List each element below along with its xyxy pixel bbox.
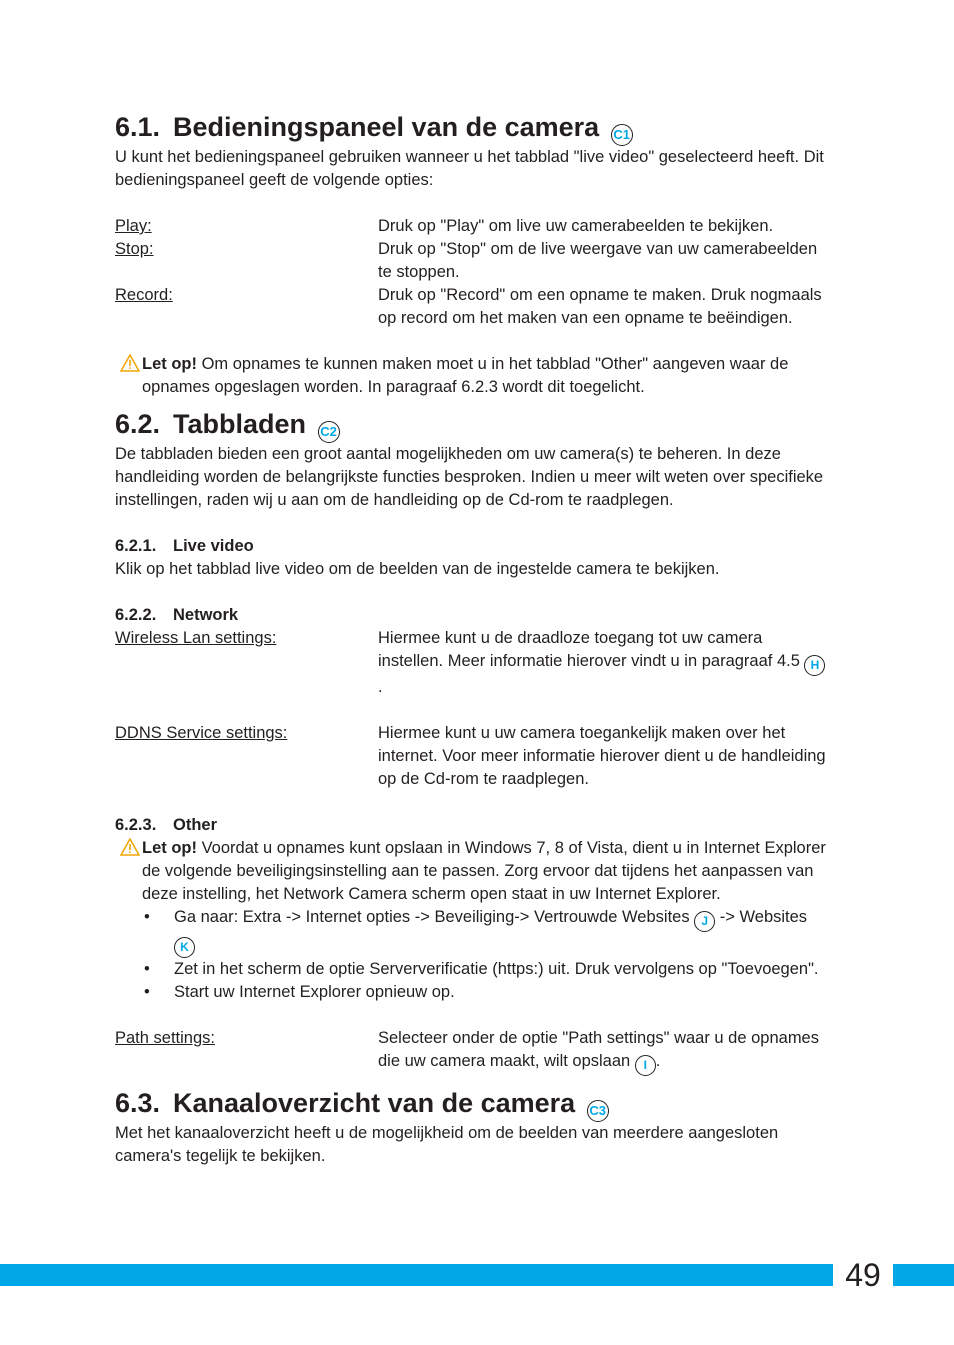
definition-row-record <box>115 284 827 330</box>
section-number: 6.2. <box>115 409 161 439</box>
note-label: Let op! <box>142 355 197 373</box>
note-label: Let op! <box>142 839 197 857</box>
section-title: Tabbladen <box>173 409 307 439</box>
definition-desc-text: Selecteer onder de optie "Path settings" waar u de opnames die uw camera maakt, wilt opslaan <box>378 1029 819 1070</box>
warning-triangle-icon <box>120 838 140 863</box>
definition-term: Record: <box>115 286 173 304</box>
section-intro: Met het kanaaloverzicht heeft u de mogelijkheid om de beelden van meerdere aangesloten camera's tegelijk te bekijken. <box>115 1124 779 1165</box>
section-heading-6-3 <box>115 1086 827 1122</box>
instruction-list <box>142 906 827 1004</box>
list-item: • Start uw Internet Explorer opnieuw op. <box>142 981 827 1004</box>
callout-badge-c1: C1 <box>611 124 633 146</box>
subsection-text: Klik op het tabblad live video om de beelden van de ingestelde camera te bekijken. <box>115 560 720 578</box>
definition-desc: Druk op "Record" om een opname te maken. Druk nogmaals op record om het maken van een opname te beëindigen. <box>378 286 822 327</box>
subsection-number: 6.2.2. <box>115 606 157 624</box>
list-item-text: Ga naar: Extra -> Internet opties -> Beveiliging-> Vertrouwde Websites <box>174 908 690 926</box>
list-item <box>142 906 827 958</box>
subsection-heading-6-2-2 <box>115 604 827 627</box>
section-number: 6.3. <box>115 1088 161 1118</box>
section-number: 6.1. <box>115 112 161 142</box>
section-title: Bedieningspaneel van de camera <box>173 112 600 142</box>
callout-badge-c2: C2 <box>318 421 340 443</box>
manual-page <box>115 110 827 1168</box>
definition-row-wireless <box>115 627 827 699</box>
subsection-heading-6-2-1 <box>115 535 827 558</box>
callout-badge-j: J <box>694 911 715 932</box>
page-number: 49 <box>833 1257 893 1293</box>
definition-desc: Selecteer onder de optie "Path settings" waar u de opnames die uw camera maakt, wilt opslaan I . <box>378 1027 827 1076</box>
definition-term: DDNS Service settings: <box>115 724 288 742</box>
definition-term: Wireless Lan settings: <box>115 629 277 647</box>
warning-triangle-icon <box>120 354 140 379</box>
note-text: Voordat u opnames kunt opslaan in Windows 7, 8 of Vista, dient u in Internet Explorer de volgende beveiligingsinstelling aan te passen. Zorg ervoor dat tijdens het aanpassen van deze instelling, het Network Camera scherm open staat in uw Internet Explorer. <box>142 839 826 903</box>
warning-note <box>115 353 827 399</box>
definition-row-ddns <box>115 722 827 791</box>
definition-desc: Hiermee kunt u de draadloze toegang tot uw camera instellen. Meer informatie hierover vindt u in paragraaf 4.5 H. <box>378 627 827 699</box>
subsection-number: 6.2.1. <box>115 537 157 555</box>
definition-desc: Druk op "Play" om live uw camerabeelden te bekijken. <box>378 217 774 235</box>
subsection-title: Network <box>173 606 239 624</box>
section-intro: De tabbladen bieden een groot aantal mogelijkheden om uw camera(s) te beheren. In deze handleiding worden de belangrijkste functies besproken. Indien u meer wilt weten over specifieke instellingen, raden wij u aan om de handleiding op de Cd-rom te raadplegen. <box>115 445 824 509</box>
definition-row-stop <box>115 238 827 284</box>
subsection-heading-6-2-3 <box>115 814 827 837</box>
definition-desc: Druk op "Stop" om de live weergave van uw camerabeelden te stoppen. <box>378 240 818 281</box>
section-intro: U kunt het bedieningspaneel gebruiken wanneer u het tabblad "live video" geselecteerd heeft. Dit bedieningspaneel geeft de volgende opties: <box>115 148 824 189</box>
definition-row-path <box>115 1027 827 1076</box>
definition-term: Stop: <box>115 240 154 258</box>
callout-badge-h: H <box>804 655 825 676</box>
section-heading-6-1 <box>115 110 827 146</box>
definition-term: Path settings: <box>115 1029 215 1047</box>
section-heading-6-2 <box>115 407 827 443</box>
warning-note <box>115 837 827 1004</box>
callout-badge-c3: C3 <box>587 1100 609 1122</box>
definition-desc: Hiermee kunt u uw camera toegankelijk maken over het internet. Voor meer informatie hierover dient u de handleiding op de Cd-rom te raadplegen. <box>378 724 826 788</box>
definition-desc-text: Hiermee kunt u de draadloze toegang tot uw camera instellen. Meer informatie hierover vindt u in paragraaf 4.5 <box>378 629 800 670</box>
list-item-text: -> Websites <box>715 908 808 926</box>
footer-bar <box>0 1264 954 1286</box>
subsection-title: Other <box>173 816 218 834</box>
callout-badge-i: I <box>635 1055 656 1076</box>
definition-row-play <box>115 215 827 238</box>
subsection-number: 6.2.3. <box>115 816 157 834</box>
note-text: Om opnames te kunnen maken moet u in het tabblad "Other" aangeven waar de opnames opgeslagen worden. In paragraaf 6.2.3 wordt dit toegelicht. <box>142 355 789 396</box>
subsection-title: Live video <box>173 537 254 555</box>
definition-term: Play: <box>115 217 152 235</box>
list-item: • Zet in het scherm de optie Serververificatie (https:) uit. Druk vervolgens op "Toevoegen". <box>142 958 827 981</box>
section-title: Kanaaloverzicht van de camera <box>173 1088 576 1118</box>
callout-badge-k: K <box>174 937 195 958</box>
